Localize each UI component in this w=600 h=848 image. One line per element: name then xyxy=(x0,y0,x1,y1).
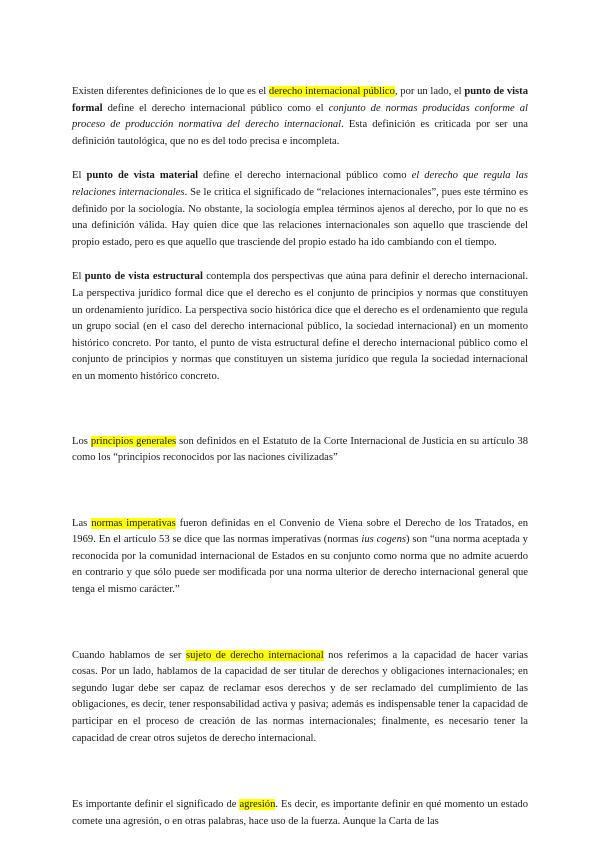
text-span: El xyxy=(72,271,85,283)
paragraph-agresion xyxy=(72,797,528,830)
highlighted-term: normas imperativas xyxy=(91,517,176,529)
text-span: Cuando hablamos de ser xyxy=(72,649,186,661)
text-span: ) son “una norma aceptada y reconocida por la comunidad internacional de Estados en su conjunto como norma que no admite acuerdo en contrario y que sólo puede ser modificada por una norma ulterior de derecho internacional general que tenga el mismo carácter.” xyxy=(72,534,528,596)
text-span: define el derecho internacional público como xyxy=(198,170,412,182)
text-span: . Es decir, es importante definir en qué momento un estado comete una agresión, o en otras palabras, hace uso de la fuerza. Aunque la Carta de las xyxy=(72,799,528,827)
italic-term: ius cogens xyxy=(361,534,407,546)
highlighted-term: agresión xyxy=(239,799,276,811)
highlighted-term: sujeto de derecho internacional xyxy=(185,649,324,661)
text-span: define el derecho internacional público como el xyxy=(102,102,329,114)
paragraph-normas-imperativas xyxy=(72,516,528,599)
text-span: Es importante definir el significado de xyxy=(72,799,240,811)
bold-term: punto de vista formal xyxy=(72,86,529,114)
text-span: nos referimos a la capacidad de hacer varias cosas. Por un lado, hablamos de la capacidad de ser titular de derechos y obligaciones internacionales; en segundo lugar debe ser capaz de reclamar esos derechos y de ser reclamado del cumplimiento de las obligaciones, es decir, tener responsabilidad activa y pasiva; además es indispensable tener la capacidad de participar en el proceso de creación de las normas internacionales; finalmente, es necesario tener la capacidad de crear otros sujetos de derecho internacional. xyxy=(72,649,528,744)
text-span: Los xyxy=(72,435,91,447)
italic-term: conjunto de normas producidas conforme al proceso de producción normativa del derecho internacional xyxy=(72,102,528,131)
highlighted-term: derecho internacional público xyxy=(268,86,395,97)
text-span: El xyxy=(72,170,87,182)
highlighted-term: principios generales xyxy=(90,435,177,447)
text-span: . Esta definición es criticada por ser una definición tautológica, que no es del todo precisa e incompleta. xyxy=(72,119,528,147)
bold-term: punto de vista estructural xyxy=(84,271,203,283)
text-span: . Se le critica el significado de “relaciones internacionales”, pues este término es definido por la sociología. No obstante, la sociología emplea términos ajenos al derecho, por lo que no es una definición válida. Hay quien dice que las relaciones internacionales son aquello que trasciende del propio estado, pero es que aquello que trasciende del propio estado ha ido cambiando con el tiempo. xyxy=(72,186,528,248)
text-span: contempla dos perspectivas que aúna para definir el derecho internacional. La perspectiva jurídico formal dice que el derecho es el conjunto de principios y normas que constituyen un ordenamiento jurídico. La perspectiva socio histórica dice que el derecho es el ordenamiento que regula un grupo social (en el caso del derecho internacional público, la sociedad internacional) en un momento histórico concreto. Por tanto, el punto de vista estructural define el derecho internacional público como el conjunto de principios y normas que constituyen un sistema jurídico que regula la sociedad internacional en un momento histórico concreto. xyxy=(72,271,528,382)
paragraph-principios-generales xyxy=(72,434,528,467)
text-span: Existen diferentes definiciones de lo que es el xyxy=(72,86,269,97)
paragraph-punto-vista-estructural xyxy=(72,269,528,385)
text-span: , por un lado, el xyxy=(394,86,465,97)
text-span: Las xyxy=(72,517,92,529)
paragraph-sujeto-derecho-internacional xyxy=(72,648,528,748)
italic-term: el derecho que regula las relaciones internacionales xyxy=(72,170,528,198)
text-span: son definidos en el Estatuto de la Corte Internacional de Justicia en su artículo 38 como los “principios reconocidos por las naciones civilizadas” xyxy=(72,435,529,464)
paragraph-punto-vista-material xyxy=(72,168,528,251)
paragraph-definiciones xyxy=(72,84,528,150)
text-span: fueron definidas en el Convenio de Viena sobre el Derecho de los Tratados, en 1969. En el artículo 53 se dice que las normas imperativas (normas xyxy=(72,517,529,546)
bold-term: punto de vista material xyxy=(86,170,199,182)
